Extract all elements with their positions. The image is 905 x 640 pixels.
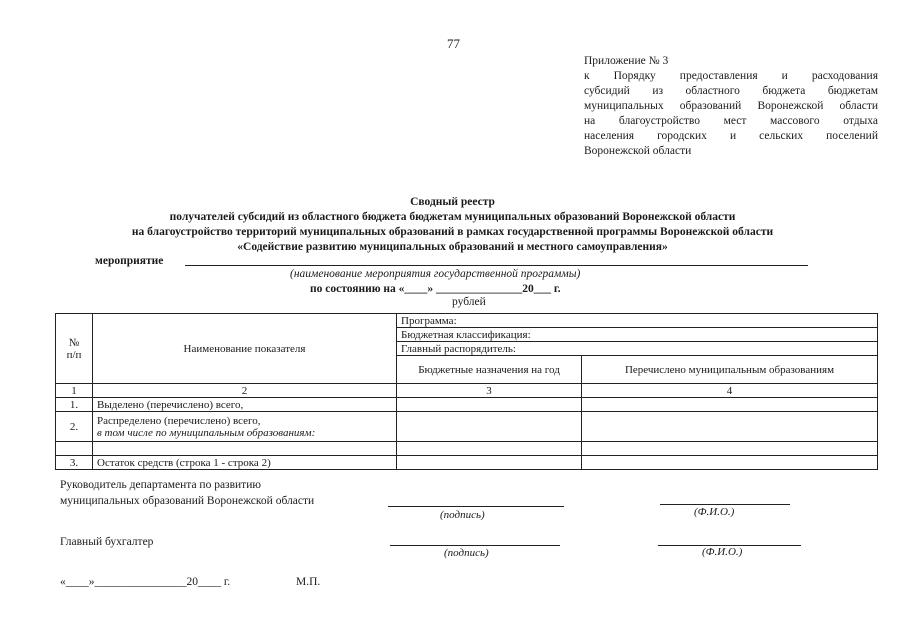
cell-sent [582, 456, 878, 470]
appendix-line: к Порядку предоставления и расходования [584, 70, 878, 82]
row-subtext: в том числе по муниципальным образованиям: [97, 426, 316, 439]
row-name: Выделено (перечислено) всего, [93, 398, 397, 412]
index-cell: 2 [93, 384, 397, 398]
signature-caption: (подпись) [440, 509, 485, 521]
index-cell: 3 [397, 384, 582, 398]
document-subtitle: на благоустройство территорий муниципальных образований в рамках государственной программы Воронежской области [131, 226, 774, 238]
cell-sent [582, 398, 878, 412]
head-title-line1: Руководитель департамента по развитию [60, 479, 261, 491]
cell-sent [582, 412, 878, 442]
row-name: Распределено (перечислено) всего, [97, 414, 261, 427]
row-name [93, 442, 397, 456]
row-name-cell [93, 412, 397, 442]
signature-line [390, 545, 560, 546]
appendix-line: муниципальных образований Воронежской области [584, 100, 878, 112]
index-cell: 1 [56, 384, 93, 398]
date-line: «____»________________20____ г. [60, 576, 231, 588]
row-num: 1. [56, 398, 93, 412]
row-num: 2. [56, 412, 93, 442]
appendix-line: субсидий из областного бюджета бюджетам [584, 85, 878, 97]
appendix-title: Приложение № 3 [584, 55, 669, 67]
signature-caption: (подпись) [444, 547, 489, 559]
cell-budget [397, 442, 582, 456]
document-subtitle: получателей субсидий из областного бюджета бюджетам муниципальных образований Воронежской области [169, 211, 736, 223]
table-row [56, 412, 878, 442]
document-subtitle: «Содействие развитию муниципальных образований и местного самоуправления» [237, 241, 668, 253]
stamp-place: М.П. [296, 576, 321, 588]
measure-label: мероприятие [95, 255, 164, 267]
head-title-line2: муниципальных образований Воронежской области [60, 495, 315, 507]
header-program: Программа: [397, 314, 878, 328]
fio-line [660, 504, 790, 505]
cell-budget [397, 456, 582, 470]
currency-label: рублей [452, 296, 486, 308]
appendix-block [584, 54, 878, 159]
accountant-title: Главный бухгалтер [60, 536, 154, 548]
table-row [56, 442, 878, 456]
registry-table [55, 313, 878, 470]
fio-caption: (Ф.И.О.) [694, 506, 735, 518]
appendix-line: населения городских и сельских поселений [584, 130, 878, 142]
page-number: 77 [447, 36, 460, 51]
fio-caption: (Ф.И.О.) [702, 546, 743, 558]
header-budget: Бюджетные назначения на год [397, 356, 582, 384]
header-name: Наименование показателя [93, 314, 397, 384]
header-budget-class: Бюджетная классификация: [397, 328, 878, 342]
row-num: 3. [56, 456, 93, 470]
as-of-date: по состоянию на «____» _______________20___ г. [310, 283, 561, 295]
row-name: Остаток средств (строка 1 - строка 2) [93, 456, 397, 470]
header-num: № п/п [56, 314, 93, 384]
table-row [56, 398, 878, 412]
measure-note: (наименование мероприятия государственной программы) [290, 268, 581, 280]
index-cell: 4 [582, 384, 878, 398]
document-title: Сводный реестр [410, 196, 495, 208]
cell-budget [397, 398, 582, 412]
signature-line [388, 506, 564, 507]
header-main-manager: Главный распорядитель: [397, 342, 878, 356]
row-num [56, 442, 93, 456]
cell-sent [582, 442, 878, 456]
header-sent: Перечислено муниципальным образованиям [582, 356, 878, 384]
appendix-line: Воронежской области [584, 145, 692, 157]
measure-fill-line [185, 265, 808, 266]
cell-budget [397, 412, 582, 442]
appendix-line: на благоустройство мест массового отдыха [584, 115, 878, 127]
table-row [56, 456, 878, 470]
